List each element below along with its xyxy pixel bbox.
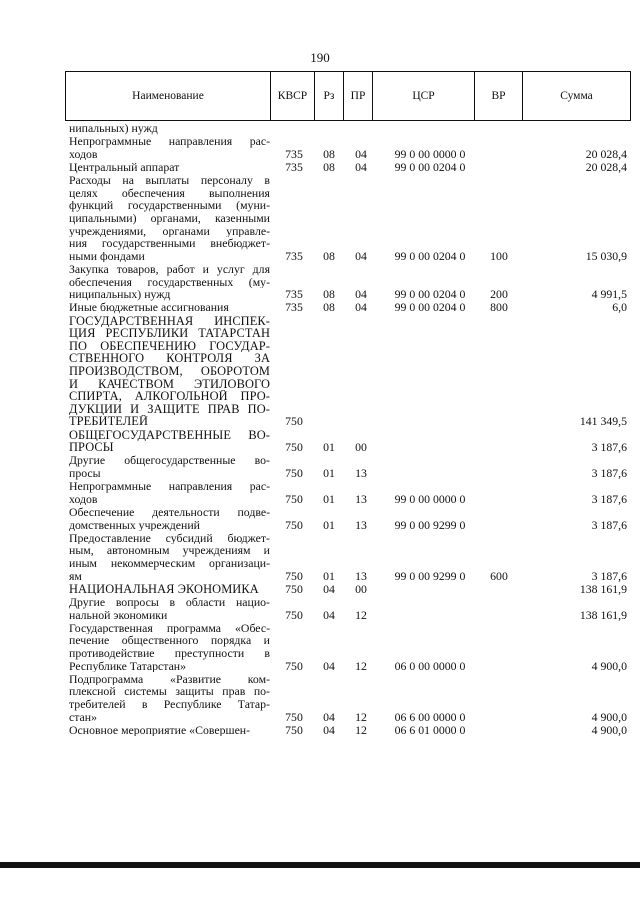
- cell-pr: 12: [355, 607, 367, 622]
- cell-kvsr: 750: [285, 440, 303, 455]
- cell-sum: 3 187,6: [591, 465, 627, 480]
- cell-kvsr: 750: [285, 709, 303, 724]
- cell-kvsr: 750: [285, 568, 303, 583]
- table-row: [0, 596, 640, 621]
- header-name: Наименование: [66, 72, 271, 120]
- header-csr: ЦСР: [373, 72, 475, 120]
- cell-kvsr: 735: [285, 146, 303, 161]
- cell-rz: 08: [323, 287, 335, 302]
- row-name-line: ния государственными внебюджет-: [69, 237, 270, 250]
- cell-vr: 200: [490, 287, 508, 302]
- cell-rz: 08: [323, 300, 335, 315]
- table-row: [0, 454, 640, 479]
- cell-pr: 13: [355, 517, 367, 532]
- row-name-line: Другие вопросы в области нацио-: [69, 596, 270, 609]
- cell-kvsr: 750: [285, 491, 303, 506]
- row-name-line: НАЦИОНАЛЬНАЯ ЭКОНОМИКА: [69, 582, 259, 596]
- table-row: [0, 315, 640, 428]
- row-name: [69, 673, 270, 723]
- cell-vr: 800: [490, 300, 508, 315]
- cell-sum: 4 991,5: [591, 287, 627, 302]
- row-name: [69, 622, 270, 672]
- row-name-line: ДУКЦИИ И ЗАЩИТЕ ПРАВ ПО-: [69, 402, 270, 416]
- cell-rz: 08: [323, 248, 335, 263]
- row-name-line: домственных учреждений: [69, 518, 200, 532]
- cell-sum: 3 187,6: [591, 440, 627, 455]
- row-name-line: функций государственными (муни-: [69, 199, 270, 212]
- row-name-line: ПРОСЫ: [69, 441, 114, 454]
- cell-vr: 600: [490, 568, 508, 583]
- row-name-line: плексной системы защиты прав по-: [69, 685, 270, 698]
- table-row: [0, 174, 640, 262]
- row-name-line: иным некоммерческим организаци-: [69, 556, 270, 570]
- row-name-line: Предоставление субсидий бюджет-: [69, 531, 270, 545]
- cell-sum: 3 187,6: [591, 517, 627, 532]
- row-name-line: Другие общегосударственные во-: [69, 454, 270, 467]
- cell-kvsr: 750: [285, 517, 303, 532]
- cell-rz: 08: [323, 160, 335, 174]
- cell-sum: 138 161,9: [579, 607, 627, 622]
- cell-sum: 20 028,4: [585, 160, 627, 174]
- table-row: [0, 532, 640, 582]
- row-name-line: учреждениями, органами управле-: [69, 224, 270, 238]
- cell-rz: 01: [323, 491, 335, 506]
- cell-csr: 99 0 00 0204 0: [394, 248, 466, 263]
- row-name-line: Обеспечение деятельности подве-: [69, 506, 270, 519]
- row-name-line: требителей в Республике Татар-: [69, 697, 270, 711]
- row-name-line: ПРОИЗВОДСТВОМ, ОБОРОТОМ: [69, 364, 270, 378]
- row-name-line: ЦИЯ РЕСПУБЛИКИ ТАТАРСТАН: [69, 327, 270, 340]
- cell-kvsr: 750: [285, 581, 303, 596]
- cell-pr: 12: [355, 722, 367, 737]
- cell-sum: 3 187,6: [591, 491, 627, 506]
- row-name-line: противодействие преступности в: [69, 646, 270, 660]
- row-name-line: нальной экономики: [69, 608, 168, 622]
- table-row: [0, 673, 640, 723]
- cell-pr: 13: [355, 568, 367, 583]
- cell-csr: 06 6 00 0000 0: [394, 709, 466, 724]
- cell-rz: 01: [323, 465, 335, 480]
- cell-rz: 04: [323, 581, 335, 596]
- row-name-line: СПИРТА, АЛКОГОЛЬНОЙ ПРО-: [69, 390, 270, 403]
- header-vr: ВР: [475, 72, 523, 120]
- row-name: [69, 135, 270, 160]
- row-name-line: Государственная программа «Обес-: [69, 621, 270, 635]
- table-row: [0, 583, 640, 596]
- cell-pr: 13: [355, 491, 367, 506]
- row-name: [69, 596, 270, 621]
- cell-sum: 4 900,0: [591, 722, 627, 737]
- cell-sum: 4 900,0: [591, 658, 627, 673]
- cell-sum: 20 028,4: [585, 146, 627, 161]
- cell-csr: 99 0 00 0204 0: [394, 287, 466, 302]
- table-row: [0, 161, 640, 174]
- cell-pr: 04: [355, 300, 367, 315]
- cell-sum: 6,0: [612, 300, 627, 315]
- cell-pr: 04: [355, 146, 367, 161]
- row-name-line: обеспечения государственных (му-: [69, 275, 270, 289]
- table-row: [0, 122, 640, 135]
- row-name-line: целях обеспечения выполнения: [69, 186, 270, 200]
- table-row: [0, 135, 640, 160]
- row-name-line: Центральный аппарат: [69, 161, 180, 174]
- row-name-line: Закупка товаров, работ и услуг для: [69, 263, 270, 276]
- table-row: [0, 506, 640, 531]
- row-name: [69, 315, 270, 428]
- cell-pr: 12: [355, 709, 367, 724]
- cell-kvsr: 750: [285, 465, 303, 480]
- table-row: [0, 301, 640, 314]
- row-name-line: просы: [69, 466, 101, 480]
- row-name-line: Непрограммные направления рас-: [69, 480, 270, 493]
- cell-pr: 04: [355, 248, 367, 263]
- row-name-line: ниципальных) нужд: [69, 288, 171, 301]
- cell-rz: 08: [323, 146, 335, 161]
- cell-pr: 00: [355, 581, 367, 596]
- row-name: [69, 454, 270, 479]
- row-name-line: ТРЕБИТЕЛЕЙ: [69, 415, 148, 428]
- table-row: [0, 622, 640, 672]
- cell-kvsr: 750: [285, 722, 303, 737]
- row-name-line: Расходы на выплаты персоналу в: [69, 174, 270, 187]
- row-name-line: ГОСУДАРСТВЕННАЯ ИНСПЕК-: [69, 314, 270, 328]
- row-name: [69, 480, 270, 505]
- header-rz: Рз: [315, 72, 344, 120]
- cell-csr: 99 0 00 0204 0: [394, 160, 466, 174]
- row-name-line: СТВЕННОГО КОНТРОЛЯ ЗА: [69, 352, 270, 365]
- cell-csr: 99 0 00 0000 0: [394, 146, 466, 161]
- row-name-line: ходов: [69, 492, 98, 506]
- row-name-line: Основное мероприятие «Совершен-: [69, 723, 251, 737]
- cell-csr: 99 0 00 0000 0: [394, 491, 466, 506]
- row-name: [69, 532, 270, 582]
- row-name: [69, 161, 270, 174]
- row-name-line: стан»: [69, 710, 97, 724]
- row-name: [69, 429, 270, 454]
- cell-rz: 01: [323, 440, 335, 455]
- row-name: [69, 174, 270, 262]
- cell-csr: 99 0 00 0204 0: [394, 300, 466, 315]
- row-name-line: печение общественного порядка и: [69, 634, 270, 647]
- cell-sum: 15 030,9: [585, 248, 627, 263]
- cell-kvsr: 750: [285, 607, 303, 622]
- cell-sum: 3 187,6: [591, 568, 627, 583]
- cell-pr: 12: [355, 658, 367, 673]
- table-row: [0, 480, 640, 505]
- row-name: [69, 506, 270, 531]
- row-name-line: ОБЩЕГОСУДАРСТВЕННЫЕ ВО-: [69, 428, 270, 442]
- row-name-line: ходов: [69, 147, 98, 161]
- cell-rz: 01: [323, 568, 335, 583]
- cell-rz: 04: [323, 722, 335, 737]
- cell-vr: 100: [490, 248, 508, 263]
- row-name: [69, 583, 270, 596]
- row-name-line: ям: [69, 569, 82, 583]
- row-name-line: Республике Татарстан»: [69, 659, 187, 673]
- row-name-line: ципальными) органами, казенными: [69, 211, 270, 225]
- row-name: [69, 263, 270, 301]
- cell-csr: 99 0 00 9299 0: [394, 568, 466, 583]
- table-header: [65, 71, 631, 121]
- cell-kvsr: 735: [285, 287, 303, 302]
- header-sum: Сумма: [560, 90, 593, 102]
- cell-csr: 06 6 01 0000 0: [394, 722, 466, 737]
- cell-sum: 138 161,9: [579, 581, 627, 596]
- bottom-border-bar: [0, 862, 640, 868]
- cell-csr: 99 0 00 9299 0: [394, 517, 466, 532]
- cell-sum: 141 349,5: [579, 414, 627, 429]
- cell-kvsr: 735: [285, 160, 303, 174]
- cell-rz: 01: [323, 517, 335, 532]
- cell-sum: 4 900,0: [591, 709, 627, 724]
- row-name-line: И КАЧЕСТВОМ ЭТИЛОВОГО: [69, 377, 270, 391]
- cell-rz: 04: [323, 658, 335, 673]
- row-name-line: Непрограммные направления рас-: [69, 135, 270, 148]
- cell-kvsr: 735: [285, 248, 303, 263]
- cell-rz: 04: [323, 709, 335, 724]
- row-name: [69, 122, 270, 135]
- cell-rz: 04: [323, 607, 335, 622]
- row-name-line: ными фондами: [69, 249, 145, 263]
- cell-kvsr: 750: [285, 414, 303, 429]
- cell-pr: 00: [355, 440, 367, 455]
- row-name: [69, 724, 270, 737]
- row-name-line: ным, автономным учреждениям и: [69, 544, 270, 557]
- row-name-line: Подпрограмма «Развитие ком-: [69, 672, 270, 686]
- table-row: [0, 263, 640, 301]
- table-row: [0, 724, 640, 737]
- row-name: [69, 301, 270, 314]
- cell-csr: 06 0 00 0000 0: [394, 658, 466, 673]
- cell-kvsr: 750: [285, 658, 303, 673]
- cell-pr: 04: [355, 160, 367, 174]
- header-pr: ПР: [344, 72, 373, 120]
- row-name-line: нипальных) нужд: [69, 122, 158, 135]
- row-name-line: Иные бюджетные ассигнования: [69, 301, 229, 314]
- row-name-line: ПО ОБЕСПЕЧЕНИЮ ГОСУДАР-: [69, 339, 270, 353]
- cell-pr: 04: [355, 287, 367, 302]
- table-row: [0, 429, 640, 454]
- cell-kvsr: 735: [285, 300, 303, 315]
- cell-pr: 13: [355, 465, 367, 480]
- header-kvsr: КВСР: [271, 72, 315, 120]
- page-number: 190: [310, 50, 330, 65]
